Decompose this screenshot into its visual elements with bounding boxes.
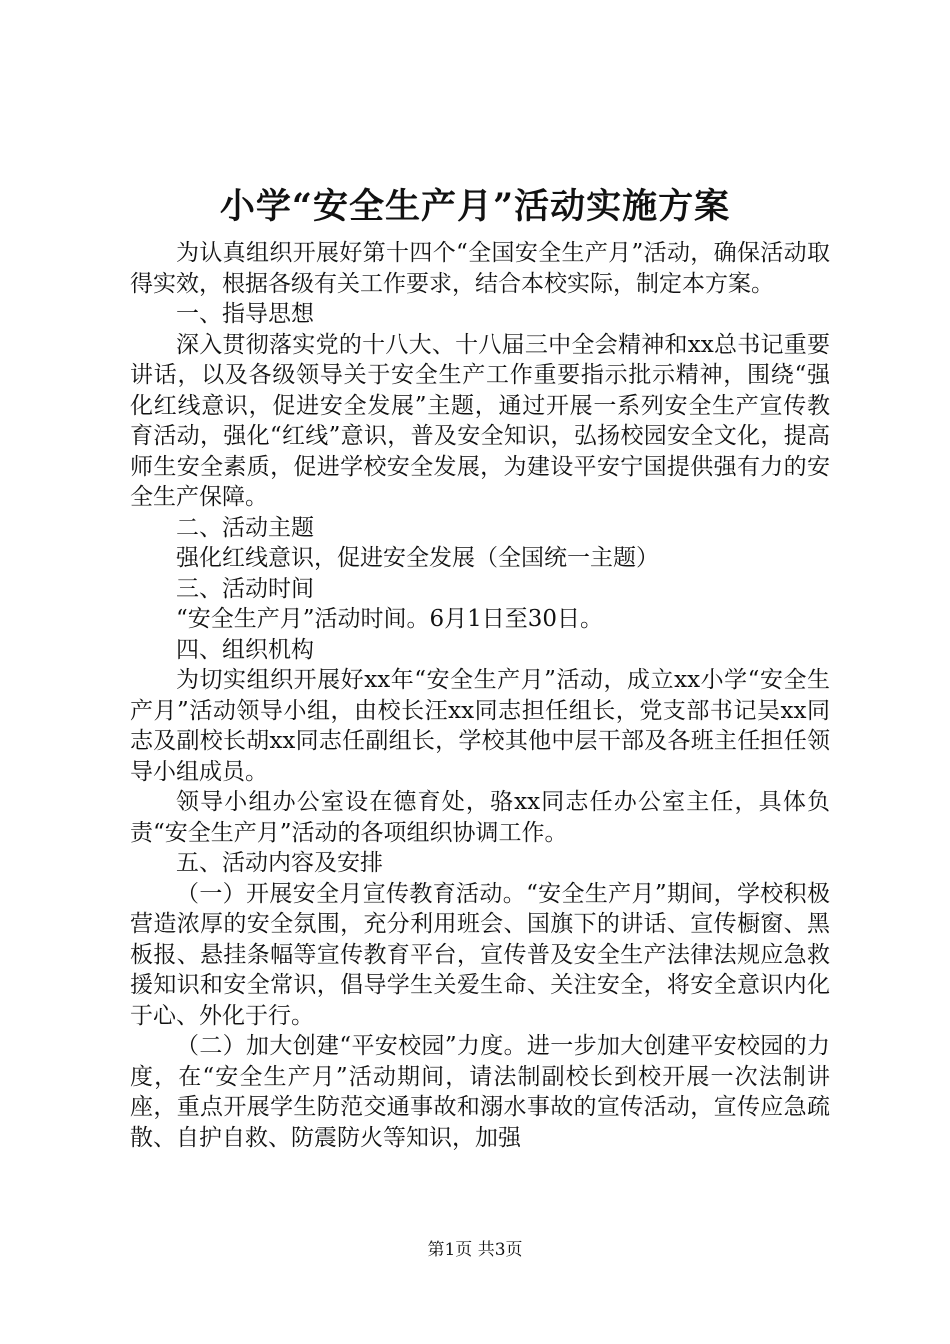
paragraph-intro: 为认真组织开展好第十四个“全国安全生产月”活动，确保活动取得实效，根据各级有关工作要求，结合本校实际，制定本方案。 <box>130 240 830 297</box>
document-title: 小学“安全生产月”活动实施方案 <box>219 186 731 227</box>
paragraph-activity-theme: 强化红线意识，促进安全发展（全国统一主题） <box>176 545 659 571</box>
page-footer: 第1页 共3页 <box>427 1240 523 1260</box>
document-body <box>130 238 830 1153</box>
paragraph-office: 领导小组办公室设在德育处，骆xx同志任办公室主任，具体负责“安全生产月”活动的各项组织协调工作。 <box>130 789 830 846</box>
heading-content-arrangement: 五、活动内容及安排 <box>176 850 383 876</box>
heading-organization: 四、组织机构 <box>176 636 314 663</box>
heading-guiding-ideology: 一、指导思想 <box>176 301 314 327</box>
paragraph-organization: 为切实组织开展好xx年“安全生产月”活动，成立xx小学“安全生产月”活动领导小组，由校长汪xx同志担任组长，党支部书记吴xx同志及副校长胡xx同志任副组长，学校其他中层干部及各班主任担任领导小组成员。 <box>130 667 830 785</box>
paragraph-guiding-ideology: 深入贯彻落实党的十八大、十八届三中全会精神和xx总书记重要讲话，以及各级领导关于安全生产工作重要指示批示精神，围绕“强化红线意识，促进安全发展”主题，通过开展一系列安全生产宣传教育活动，强化“红线”意识，普及安全知识，弘扬校园安全文化，提高师生安全素质，促进学校安全发展，为建设平安宁国提供强有力的安全生产保障。 <box>130 331 830 510</box>
heading-activity-time: 三、活动时间 <box>176 575 314 602</box>
paragraph-activity-time: “安全生产月”活动时间。6月1日至30日。 <box>176 606 604 632</box>
paragraph-item-one: （一）开展安全月宣传教育活动。“安全生产月”期间，学校积极营造浓厚的安全氛围，充分利用班会、国旗下的讲话、宣传橱窗、黑板报、悬挂条幅等宣传教育平台，宣传普及安全生产法律法规应急救援知识和安全常识，倡导学生关爱生命、关注安全，将安全意识内化于心、外化于行。 <box>130 880 830 1029</box>
heading-activity-theme: 二、活动主题 <box>176 514 314 541</box>
paragraph-item-two: （二）加大创建“平安校园”力度。进一步加大创建平安校园的力度，在“安全生产月”活动期间，请法制副校长到校开展一次法制讲座，重点开展学生防范交通事故和溺水事故的宣传活动，宣传应急疏散、自护自救、防震防火等知识，加强 <box>130 1033 830 1151</box>
